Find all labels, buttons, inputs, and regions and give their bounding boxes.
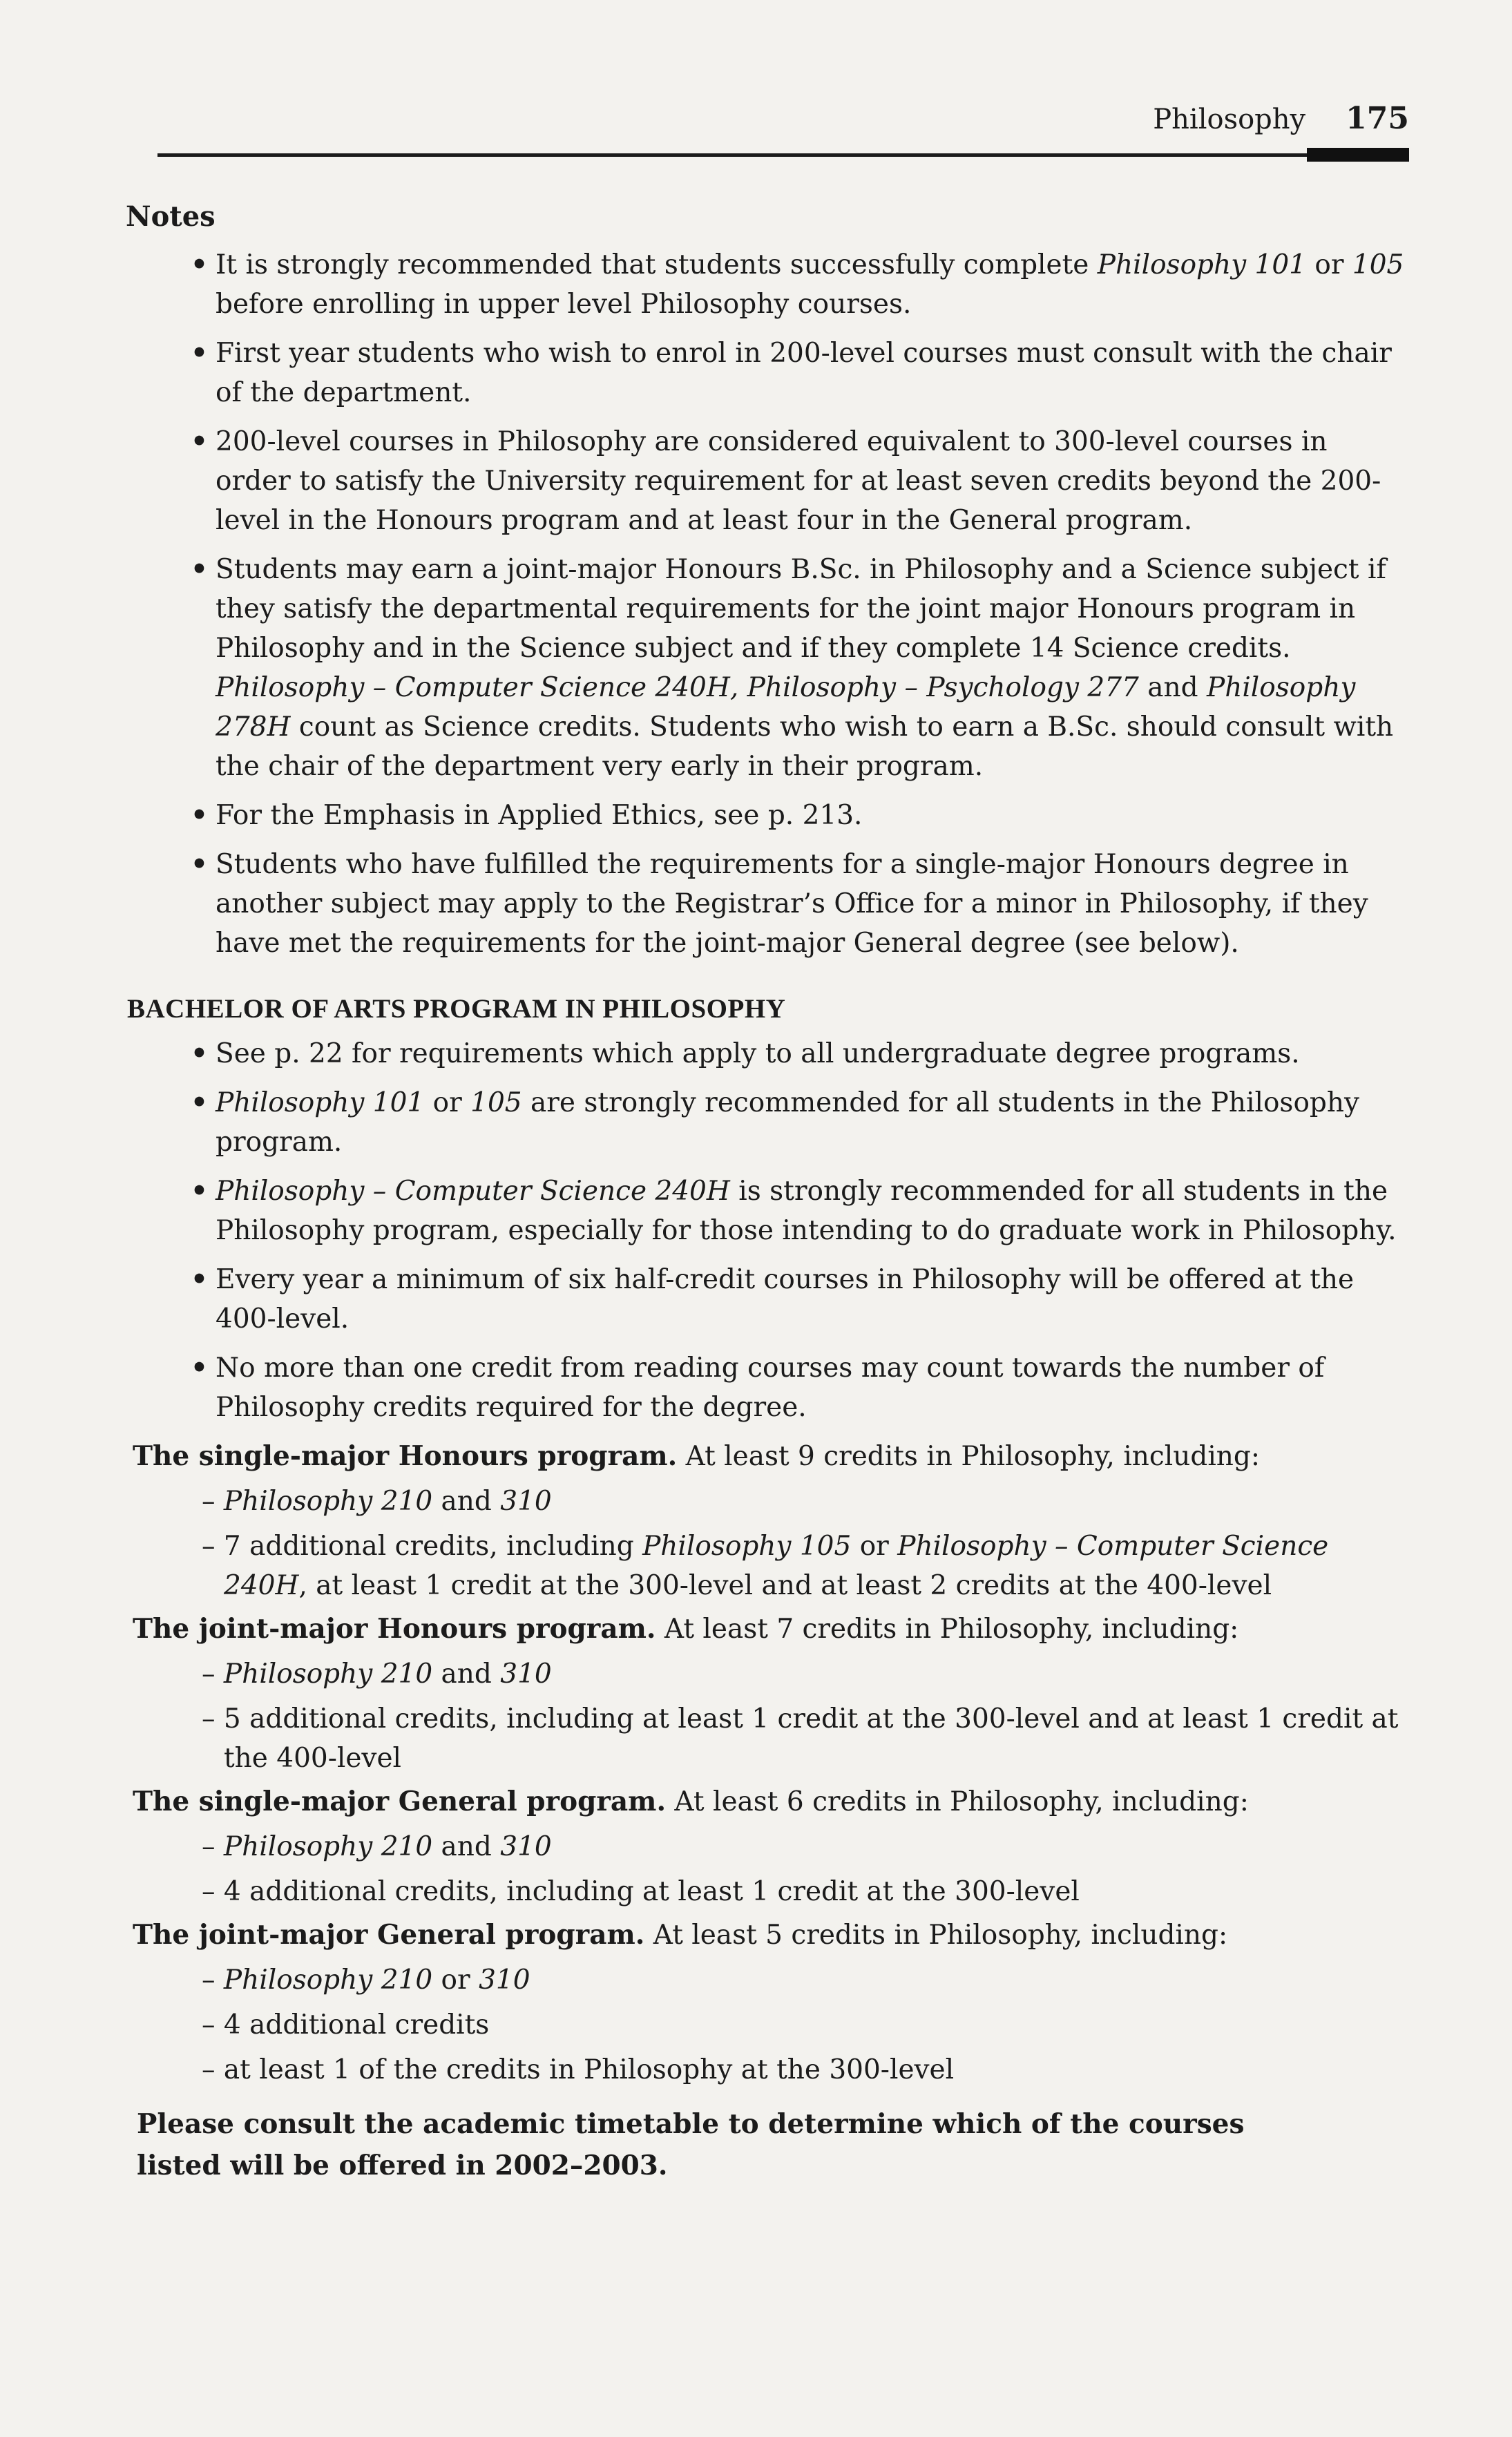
text-run: Philosophy 101 bbox=[1097, 249, 1306, 280]
program-description: At least 5 credits in Philosophy, including: bbox=[644, 1920, 1228, 1951]
text-run: or bbox=[1306, 249, 1352, 280]
text-run: Philosophy 210 bbox=[223, 1965, 433, 1996]
note-item bbox=[126, 845, 1410, 963]
program-requirement bbox=[202, 1827, 1410, 1866]
program-entry bbox=[133, 1437, 1410, 1476]
text-run: 310 bbox=[479, 1965, 530, 1996]
program-requirement bbox=[202, 2050, 1410, 2090]
text-run: – bbox=[202, 1486, 224, 1517]
text-run: – 4 additional credits bbox=[202, 2009, 490, 2041]
text-run: Philosophy – Computer Science 240H, Philosophy – Psychology 277 bbox=[216, 672, 1139, 703]
program-entry bbox=[133, 1915, 1410, 1955]
text-run: Philosophy 210 bbox=[223, 1831, 433, 1862]
text-run: Philosophy 278H bbox=[216, 672, 1356, 743]
text-run: – 7 additional credits, including bbox=[202, 1531, 643, 1562]
text-run: See p. 22 for requirements which apply to all undergraduate degree programs. bbox=[216, 1038, 1300, 1069]
bullet-icon: • bbox=[191, 1352, 208, 1384]
text-run: It is strongly recommended that students successfully complete bbox=[216, 249, 1098, 280]
text-run: No more than one credit from reading courses may count towards the number of Philosophy credits required for the degree. bbox=[216, 1353, 1325, 1423]
bullet-icon: • bbox=[191, 1038, 208, 1069]
text-run: 105 bbox=[1352, 249, 1404, 280]
text-run: 310 bbox=[500, 1486, 552, 1517]
text-run: and bbox=[1138, 672, 1207, 703]
program-entry bbox=[133, 1609, 1410, 1649]
text-run: or bbox=[432, 1965, 479, 1996]
program-name: The joint-major Honours program. bbox=[133, 1613, 656, 1645]
program-requirements bbox=[126, 1437, 1410, 2090]
text-run: – 4 additional credits, including at least 1 credit at the 300-level bbox=[202, 1876, 1080, 1907]
bullet-icon: • bbox=[191, 1175, 208, 1207]
text-run: Philosophy 105 bbox=[642, 1531, 852, 1562]
ba-program-heading: BACHELOR OF ARTS PROGRAM IN PHILOSOPHY bbox=[127, 994, 786, 1024]
text-run: and bbox=[432, 1486, 501, 1517]
bullet-icon: • bbox=[191, 249, 208, 280]
text-run: Philosophy 101 bbox=[216, 1087, 425, 1118]
page-number: 175 bbox=[1346, 101, 1409, 136]
notes-heading: Notes bbox=[126, 200, 216, 233]
program-requirement bbox=[202, 1872, 1410, 1911]
text-run: or bbox=[851, 1531, 898, 1562]
text-run: 310 bbox=[500, 1659, 552, 1690]
text-run: – at least 1 of the credits in Philosophy at the 300-level bbox=[202, 2054, 955, 2085]
program-requirement bbox=[202, 1527, 1410, 1605]
text-run: is strongly recommended for all students in the Philosophy program, especially for those intending to do graduate work in Philosophy. bbox=[216, 1176, 1397, 1246]
text-run: – bbox=[202, 1659, 224, 1690]
program-entry bbox=[133, 1782, 1410, 1822]
bullet-icon: • bbox=[191, 799, 208, 831]
text-run: 200-level courses in Philosophy are considered equivalent to 300-level courses in order to satisfy the University requirement for at least seven credits beyond the 200-level in the Honours program and at least four in the General program. bbox=[216, 426, 1381, 536]
section-title: Philosophy bbox=[1153, 104, 1306, 135]
program-name: The single-major Honours program. bbox=[133, 1440, 678, 1472]
program-name: The single-major General program. bbox=[133, 1786, 667, 1817]
note-item bbox=[126, 245, 1410, 324]
bullet-icon: • bbox=[191, 553, 208, 585]
bullet-icon: • bbox=[191, 337, 208, 369]
program-name: The joint-major General program. bbox=[133, 1919, 645, 1951]
running-head bbox=[1078, 101, 1409, 136]
requirement-item bbox=[126, 1083, 1410, 1162]
text-run: , at least 1 credit at the 300-level and at least 2 credits at the 400-level bbox=[298, 1570, 1272, 1601]
text-run: First year students who wish to enrol in 200-level courses must consult with the chair of the department. bbox=[216, 338, 1392, 408]
text-run: – 5 additional credits, including at least 1 credit at the 300-level and at least 1 credit at the 400-level bbox=[202, 1703, 1399, 1774]
text-run: Philosophy – Computer Science 240H bbox=[224, 1531, 1329, 1601]
program-requirement bbox=[202, 2005, 1410, 2045]
header-tab-mark bbox=[1307, 148, 1409, 162]
text-run: or bbox=[424, 1087, 471, 1118]
requirement-item bbox=[126, 1034, 1410, 1073]
text-run: count as Science credits. Students who wish to earn a B.Sc. should consult with the chair of the department very early in their program. bbox=[216, 711, 1394, 782]
text-run: Every year a minimum of six half-credit courses in Philosophy will be offered at the 400-level. bbox=[216, 1264, 1355, 1335]
text-run: and bbox=[432, 1831, 501, 1862]
program-requirement bbox=[202, 1482, 1410, 1521]
bullet-icon: • bbox=[191, 426, 208, 457]
note-item bbox=[126, 796, 1410, 835]
program-description: At least 7 credits in Philosophy, including: bbox=[655, 1614, 1239, 1645]
bullet-icon: • bbox=[191, 1263, 208, 1295]
note-item bbox=[126, 334, 1410, 412]
requirement-item bbox=[126, 1348, 1410, 1427]
header-rule bbox=[157, 153, 1409, 157]
bullet-icon: • bbox=[191, 848, 208, 880]
text-run: 310 bbox=[500, 1831, 552, 1862]
program-description: At least 6 credits in Philosophy, including: bbox=[666, 1786, 1249, 1817]
requirement-item bbox=[126, 1172, 1410, 1250]
program-requirement bbox=[202, 1960, 1410, 2000]
text-run: Philosophy 210 bbox=[223, 1659, 433, 1690]
text-run: – bbox=[202, 1965, 224, 1996]
text-run: are strongly recommended for all students in the Philosophy program. bbox=[216, 1087, 1360, 1158]
notes-list bbox=[126, 245, 1410, 963]
program-description: At least 9 credits in Philosophy, including: bbox=[677, 1441, 1261, 1472]
bullet-icon: • bbox=[191, 1087, 208, 1118]
text-run: 105 bbox=[470, 1087, 522, 1118]
note-item bbox=[126, 422, 1410, 540]
note-item bbox=[126, 550, 1410, 786]
text-run: before enrolling in upper level Philosophy courses. bbox=[216, 289, 912, 320]
ba-requirements-list bbox=[126, 1034, 1410, 1427]
main-content bbox=[126, 200, 1410, 2186]
text-run: Philosophy 210 bbox=[223, 1486, 433, 1517]
requirement-item bbox=[126, 1260, 1410, 1339]
text-run: Students may earn a joint-major Honours B.Sc. in Philosophy and a Science subject if they satisfy the departmental requirements for the joint major Honours program in Philosophy and in the Science subject and if they complete 14 Science credits. bbox=[216, 554, 1386, 664]
program-requirement bbox=[202, 1654, 1410, 1694]
text-run: Philosophy – Computer Science 240H bbox=[216, 1176, 730, 1207]
text-run: and bbox=[432, 1659, 501, 1690]
text-run: Students who have fulfilled the requirements for a single-major Honours degree in another subject may apply to the Registrar’s Office for a minor in Philosophy, if they have met the requirements for the joint-major General degree (see below). bbox=[216, 849, 1368, 959]
program-requirement bbox=[202, 1699, 1410, 1778]
text-run: For the Emphasis in Applied Ethics, see p. 213. bbox=[216, 800, 863, 831]
text-run: – bbox=[202, 1831, 224, 1862]
closing-note: Please consult the academic timetable to determine which of the courses listed will be offered in 2002–2003. bbox=[137, 2108, 1245, 2181]
